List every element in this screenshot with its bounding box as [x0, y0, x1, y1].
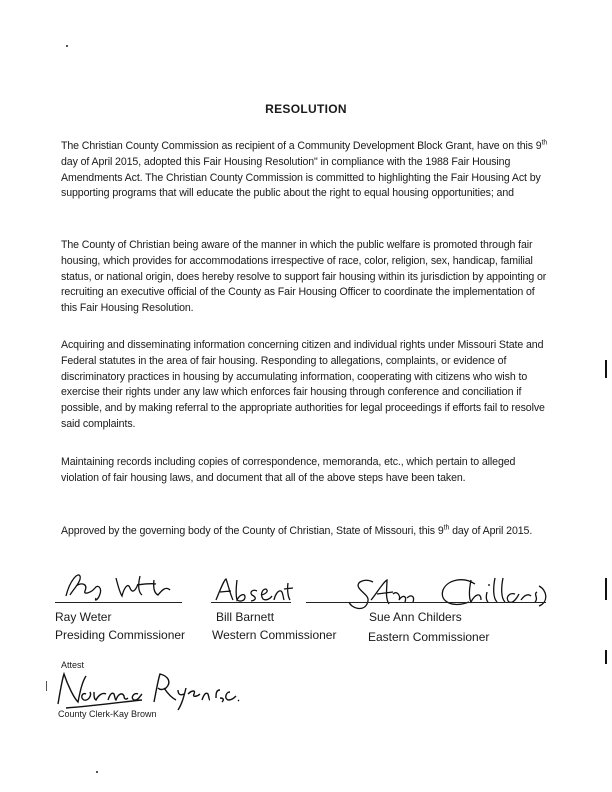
- signature-line-1: [55, 602, 182, 603]
- signer-name-ray-weter: Ray Weter: [55, 610, 112, 624]
- signature-line-3: [306, 602, 546, 603]
- signature-ray-weter: [58, 566, 183, 606]
- approval-text-start: Approved by the governing body of the County of Christian, State of Missouri, this 9: [61, 525, 444, 537]
- county-clerk-label: County Clerk-Kay Brown: [58, 709, 157, 719]
- signer-name-bill-barnett: Bill Barnett: [216, 610, 275, 624]
- ordinal-suffix: th: [541, 139, 548, 147]
- signature-attest-clerk: [52, 668, 242, 712]
- paragraph-1-text-start: The Christian County Commission as recipient of a Community Development Block Grant, have on this 9: [61, 140, 542, 152]
- scan-speck: [66, 45, 68, 47]
- paragraph-2: The County of Christian being aware of the manner in which the public welfare is promoted through fair housing, which provides for accommodations irrespective of race, color, religion, sex, handicap, familial status, or national origin, does hereby resolve to support fair housing within its jurisdiction by appointing or recruiting an executive official of the County as Fair Housing Officer to coordinate the implementation of this Fair Housing Resolution.: [61, 239, 547, 315]
- scan-speck: [46, 681, 47, 691]
- ordinal-suffix: th: [443, 524, 450, 532]
- signer-role-presiding: Presiding Commissioner: [55, 628, 186, 642]
- paragraph-1: [61, 139, 549, 202]
- scan-edge-mark: [605, 360, 607, 378]
- signature-bill-barnett: [212, 576, 294, 604]
- attest-label: Attest: [61, 660, 85, 670]
- paragraph-1-text-end: day of April 2015, adopted this Fair Housing Resolution" in compliance with the 1988 Fair Housing Amendments Act. The Christian County Commission is committed to highlighting the Fair Housing Act by supporting programs that will educate the public about the right to equal housing opportunities; and: [61, 155, 541, 200]
- scan-edge-mark: [605, 578, 607, 600]
- document-title: RESOLUTION: [265, 102, 347, 116]
- signer-role-eastern: Eastern Commissioner: [368, 630, 490, 644]
- signer-role-western: Western Commissioner: [212, 628, 337, 642]
- scan-edge-mark: [605, 650, 607, 664]
- paragraph-4: Maintaining records including copies of correspondence, memoranda, etc., which pertain to alleged violation of fair housing laws, and document that all of the above steps have been taken.: [61, 456, 516, 484]
- signature-line-2: [211, 602, 291, 603]
- signer-name-sue-ann-childers: Sue Ann Childers: [369, 610, 462, 624]
- scan-speck: [96, 771, 98, 773]
- approval-statement: [61, 524, 549, 540]
- approval-text-end: day of April 2015.: [449, 525, 533, 537]
- paragraph-3: Acquiring and disseminating information concerning citizen and individual rights under Missouri State and Federal statutes in the area of fair housing. Responding to allegations, complaints, or evidence of discriminatory practices in housing by accumulating information, cooperating with citizens who wish to exercise their rights under any law which enforces fair housing through conference and conciliation if possible, and by making referral to the appropriate authorities for legal proceedings if efforts fail to resolve said complaints.: [61, 339, 545, 430]
